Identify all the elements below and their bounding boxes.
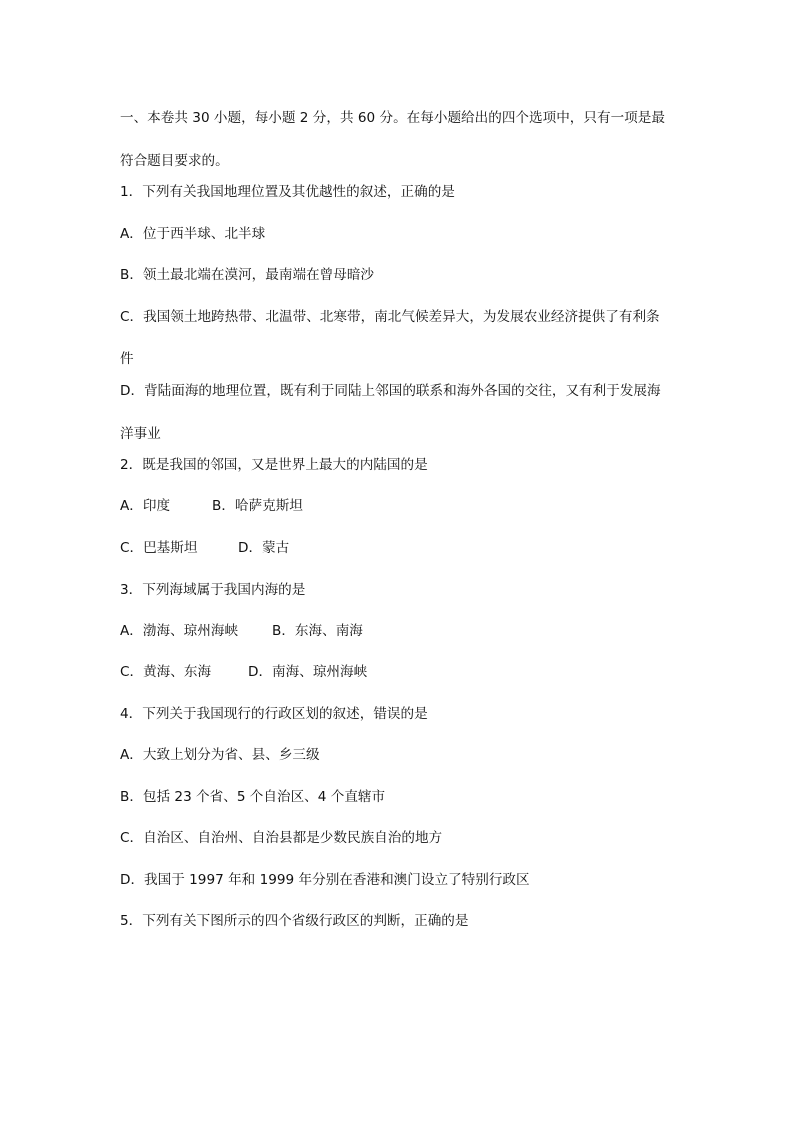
question-3-stem: 3．下列海域属于我国内海的是 (120, 582, 306, 598)
question-2-options-row-1 (120, 497, 303, 515)
section-instruction-line-2: 符合题目要求的。 (120, 153, 229, 169)
question-2-option-b: B．哈萨克斯坦 (212, 498, 303, 514)
question-3-option-c: C．黄海、东海 (120, 664, 212, 680)
question-1-option-b: B．领土最北端在漠河，最南端在曾母暗沙 (120, 267, 375, 283)
question-2-options-row-2 (120, 539, 289, 557)
question-4-stem: 4．下列关于我国现行的行政区划的叙述，错误的是 (120, 706, 428, 722)
question-5-stem: 5．下列有关下图所示的四个省级行政区的判断，正确的是 (120, 913, 469, 929)
question-3-option-d: D．南海、琼州海峡 (248, 664, 368, 680)
section-instruction-line-1: 一、本卷共 30 小题，每小题 2 分，共 60 分。在每小题给出的四个选项中，只有一项是最 (120, 110, 665, 126)
question-3-option-a: A．渤海、琼州海峡 (120, 623, 239, 639)
question-2-option-a: A．印度 (120, 498, 171, 514)
question-1-option-c-continued: 件 (120, 351, 134, 367)
question-2-option-c: C．巴基斯坦 (120, 540, 198, 556)
question-1-option-d-continued: 洋事业 (120, 426, 161, 442)
question-1-option-a: A．位于西半球、北半球 (120, 226, 266, 242)
question-4-option-c: C．自治区、自治州、自治县都是少数民族自治的地方 (120, 830, 443, 846)
question-3-option-b: B．东海、南海 (272, 623, 363, 639)
question-1-option-c: C．我国领土地跨热带、北温带、北寒带，南北气候差异大，为发展农业经济提供了有利条 (120, 309, 660, 325)
question-4-option-d: D．我国于 1997 年和 1999 年分别在香港和澳门设立了特别行政区 (120, 872, 530, 888)
question-3-options-row-2 (120, 663, 367, 681)
question-4-option-a: A．大致上划分为省、县、乡三级 (120, 747, 320, 763)
question-1-stem: 1．下列有关我国地理位置及其优越性的叙述，正确的是 (120, 184, 455, 200)
question-1-option-d: D．背陆面海的地理位置，既有利于同陆上邻国的联系和海外各国的交往，又有利于发展海 (120, 383, 661, 399)
question-4-option-b: B．包括 23 个省、5 个自治区、4 个直辖市 (120, 789, 386, 805)
question-2-stem: 2．既是我国的邻国，又是世界上最大的内陆国的是 (120, 457, 428, 473)
question-3-options-row-1 (120, 622, 363, 640)
question-2-option-d: D．蒙古 (238, 540, 290, 556)
